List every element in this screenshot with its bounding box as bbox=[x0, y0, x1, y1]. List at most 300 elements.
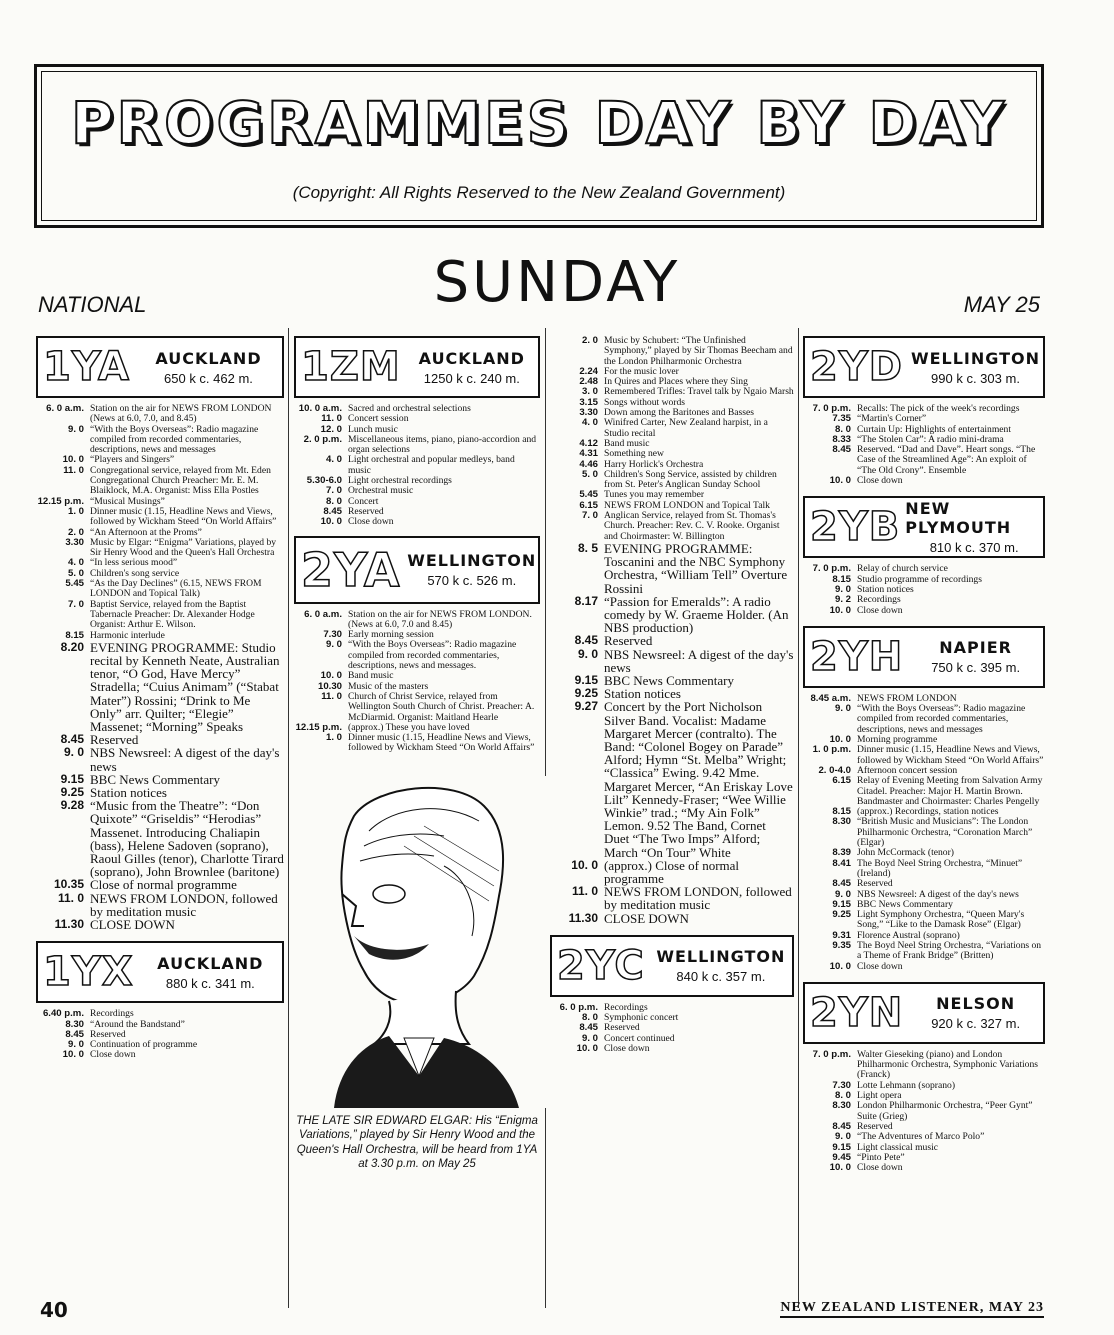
programme-description: (approx.) Close of normal programme bbox=[604, 857, 740, 887]
programme-time: 7. 0 p.m. bbox=[812, 1048, 851, 1060]
station-1yx bbox=[36, 941, 284, 1003]
programme-description: In Quires and Places where they Sing bbox=[604, 376, 748, 388]
programme-description: Morning programme bbox=[857, 734, 938, 746]
station-city: AUCKLAND bbox=[157, 953, 264, 973]
programme-description: Music by Elgar: “Enigma” Variations, played by Sir Henry Wood and the Queen's Hall Orchestra bbox=[90, 536, 277, 559]
programme-time: 10. 0 bbox=[62, 1049, 84, 1061]
programme-description: Close of normal programme bbox=[90, 877, 237, 893]
programme-entry bbox=[803, 745, 1045, 766]
station-city: WELLINGTON bbox=[407, 551, 537, 571]
programme-entry bbox=[36, 892, 284, 918]
programme-description: Afternoon concert session bbox=[857, 764, 958, 776]
programme-description: Recordings bbox=[604, 1001, 648, 1013]
station-frequency: 570 k c. 526 m. bbox=[427, 573, 517, 589]
programme-description: Reserved bbox=[348, 505, 384, 517]
programme-time: 9.28 bbox=[60, 798, 84, 813]
programme-description: Orchestral music bbox=[348, 485, 414, 497]
programme-description: EVENING PROGRAMME: Toscanini and the NBC Symphony Orchestra, “William Tell” Overture Rossini bbox=[604, 540, 788, 596]
programme-time: 8.30 bbox=[832, 816, 851, 828]
programme-description: Florence Austral (soprano) bbox=[857, 929, 960, 941]
programme-time: 7. 0 bbox=[581, 510, 598, 522]
programme-time: 9.27 bbox=[574, 699, 598, 714]
programme-time: 8. 0 bbox=[834, 1090, 851, 1102]
programme-description: Station on the air for NEWS FROM LONDON. (News at 6.0, 7.0 and 8.45) bbox=[348, 608, 532, 630]
programme-description: CLOSE DOWN bbox=[90, 917, 175, 933]
programme-description: Winifred Carter, New Zealand harpist, in a Studio recital bbox=[604, 417, 768, 439]
programme-time: 9. 0 bbox=[581, 1032, 598, 1044]
station-frequency: 920 k c. 327 m. bbox=[931, 1016, 1021, 1032]
programme-time: 1. 0 p.m. bbox=[812, 744, 851, 756]
programme-list bbox=[803, 694, 1045, 972]
programme-time: 5.45 bbox=[579, 489, 598, 501]
programme-entry bbox=[803, 910, 1045, 931]
programme-description: “In less serious mood” bbox=[90, 557, 178, 569]
programme-description: NBS Newsreel: A digest of the day's news bbox=[857, 888, 1019, 900]
programme-list bbox=[803, 404, 1045, 486]
programme-time: 2.24 bbox=[579, 365, 598, 377]
programme-description: Baptist Service, relayed from the Baptist Tabernacle Preacher: Dr. Alexander Hodge Organist: Arthur E. Wilson. bbox=[90, 598, 255, 631]
programme-description: Relay of church service bbox=[857, 563, 948, 575]
programme-time: 10. 0 a.m. bbox=[298, 403, 342, 414]
programme-time: 8.45 bbox=[65, 1028, 84, 1040]
programme-description: Remembered Trifles: Travel talk by Ngaio Marsh bbox=[604, 386, 794, 398]
programme-time: 4. 0 bbox=[325, 454, 342, 466]
programme-entry bbox=[803, 962, 1045, 972]
programme-entry bbox=[36, 878, 284, 891]
programme-entry bbox=[550, 418, 794, 439]
programme-description: The Boyd Neel String Orchestra, “Minuet” (Ireland) bbox=[857, 857, 1023, 879]
programme-time: 11. 0 bbox=[63, 464, 84, 476]
programme-list bbox=[36, 404, 284, 931]
programme-time: 2. 0 bbox=[581, 335, 598, 346]
programme-description: BBC News Commentary bbox=[604, 672, 734, 688]
programme-description: “Martin's Corner” bbox=[857, 413, 927, 425]
station-2yd bbox=[803, 336, 1045, 398]
programme-description: “Around the Bandstand” bbox=[90, 1018, 185, 1030]
programme-time: 9. 0 bbox=[577, 646, 598, 661]
programme-entry bbox=[294, 640, 540, 671]
programme-entry bbox=[36, 507, 284, 528]
programme-time: 11.30 bbox=[54, 917, 84, 932]
copyright-notice: (Copyright: All Rights Reserved to the New Zealand Government) bbox=[292, 183, 786, 202]
programme-time: 9.15 bbox=[832, 1141, 851, 1153]
programme-description: EVENING PROGRAMME: Studio recital by Kenneth Neate, Australian tenor, “O God, Have Mercy” Stradella; “Cuius Animam” (“Stabat Mater”) Rossini; “Drink to Me Only” arr. Quilter; “Elegie” Massenet; “Morning” Speaks bbox=[90, 639, 280, 735]
programme-time: 10.30 bbox=[317, 680, 342, 692]
programme-time: 8.39 bbox=[832, 847, 851, 859]
programme-list bbox=[803, 564, 1045, 615]
programme-description: Music by Schubert: “The Unfinished Symphony,” played by Sir Thomas Beecham and the London Philharmonic Orchestra bbox=[604, 335, 793, 367]
programme-time: 10. 0 bbox=[829, 475, 851, 487]
programme-list bbox=[36, 1009, 284, 1060]
portrait-caption: THE LATE SIR EDWARD ELGAR: His “Enigma Variations,” played by Sir Henry Wood and the Queen's Hall Orchestra, will be heard from 1YA at 3.30 p.m. on May 25 bbox=[296, 1114, 538, 1171]
programme-time: 10.35 bbox=[53, 877, 84, 892]
programme-description: Concert continued bbox=[604, 1032, 675, 1044]
programme-entry bbox=[36, 538, 284, 559]
programme-entry bbox=[803, 1163, 1045, 1173]
programme-time: 7. 0 p.m. bbox=[812, 563, 851, 575]
programme-time: 9. 0 bbox=[67, 423, 84, 435]
programme-time: 8. 0 bbox=[834, 423, 851, 435]
programme-description: Reserved bbox=[857, 878, 893, 890]
programme-entry bbox=[36, 746, 284, 772]
programme-time: 11. 0 bbox=[321, 413, 342, 425]
programme-time: 2. 0 p.m. bbox=[303, 433, 342, 445]
programme-time: 6. 0 p.m. bbox=[559, 1001, 598, 1013]
station-2yb bbox=[803, 496, 1045, 558]
programme-list bbox=[803, 1050, 1045, 1174]
programme-description: CLOSE DOWN bbox=[604, 910, 689, 926]
programme-time: 8.41 bbox=[832, 857, 851, 869]
programme-time: 8.15 bbox=[65, 629, 84, 641]
programme-entry bbox=[803, 704, 1045, 735]
programme-entry bbox=[803, 476, 1045, 486]
programme-entry bbox=[550, 859, 794, 885]
programme-time: 9. 0 bbox=[834, 703, 851, 715]
programme-time: 7. 0 p.m. bbox=[812, 403, 851, 414]
programme-time: 7.30 bbox=[832, 1079, 851, 1091]
programme-description: Recalls: The pick of the week's recordings bbox=[857, 403, 1020, 414]
programme-description: Recordings bbox=[90, 1008, 134, 1020]
column-4 bbox=[803, 336, 1045, 1173]
programme-time: 9.15 bbox=[574, 672, 598, 687]
programme-entry bbox=[294, 517, 540, 527]
programme-description: Band music bbox=[348, 670, 394, 682]
programme-description: “As the Day Declines” (6.15, NEWS FROM LONDON and Topical Talk) bbox=[90, 578, 262, 600]
programme-entry bbox=[294, 692, 540, 723]
programme-description: “With the Boys Overseas”: Radio magazine compiled from recorded commentaries, descriptions, news and messages bbox=[857, 703, 1026, 735]
station-code: 2YA bbox=[301, 542, 401, 597]
programme-description: “Music from the Theatre”: “Don Quixote” “Griseldis” “Herodias” Massenet. Introducing Chaliapin (bass), Helene Sadoven (soprano), Raoul Gilles (tenor), Charlotte Tirard (soprano), John Brownlee (baritone) bbox=[90, 798, 284, 880]
programme-description: Down among the Baritones and Basses bbox=[604, 407, 755, 419]
programme-time: 3. 0 bbox=[581, 386, 598, 398]
programme-entry bbox=[803, 776, 1045, 807]
programme-time: 10. 0 bbox=[576, 1043, 598, 1055]
programme-entry bbox=[803, 1050, 1045, 1081]
programme-time: 9. 0 bbox=[834, 888, 851, 900]
programme-time: 10. 0 bbox=[320, 670, 342, 682]
programme-entry bbox=[550, 912, 794, 925]
programme-time: 8.33 bbox=[832, 433, 851, 445]
programme-entry bbox=[550, 1044, 794, 1054]
programme-time: 6.15 bbox=[832, 775, 851, 787]
programme-description: “With the Boys Overseas”: Radio magazine compiled from recorded commentaries, descriptions, news and messages. bbox=[348, 639, 517, 672]
programme-description: Children's song service bbox=[90, 567, 180, 579]
programme-time: 9.15 bbox=[60, 771, 84, 786]
programme-time: 9.31 bbox=[832, 929, 851, 941]
programme-entry bbox=[36, 404, 284, 425]
programme-entry bbox=[803, 879, 1045, 889]
day-heading: SUNDAY bbox=[433, 250, 681, 315]
programme-time: 3.15 bbox=[579, 396, 598, 408]
programme-time: 9. 2 bbox=[834, 594, 851, 606]
station-code: 1YX bbox=[43, 949, 134, 996]
programme-description: Close down bbox=[857, 1162, 903, 1174]
programme-time: 5. 0 bbox=[67, 567, 84, 579]
programme-description: Tunes you may remember bbox=[604, 489, 705, 501]
programme-description: Concert session bbox=[348, 413, 409, 425]
station-2yc bbox=[550, 935, 794, 997]
programme-description: Harmonic interlude bbox=[90, 629, 165, 641]
programme-time: 11. 0 bbox=[57, 890, 84, 905]
programme-time: 8.45 bbox=[574, 633, 598, 648]
elgar-portrait-drawing bbox=[294, 776, 549, 1108]
programme-list bbox=[550, 1003, 794, 1054]
programme-description: NEWS FROM LONDON bbox=[857, 692, 957, 704]
programme-time: 8.30 bbox=[832, 1100, 851, 1112]
programme-time: 9.25 bbox=[574, 686, 598, 701]
programme-time: 8.30 bbox=[65, 1018, 84, 1030]
programme-time: 4. 0 bbox=[67, 557, 84, 569]
programme-time: 4.46 bbox=[579, 458, 598, 470]
programme-list bbox=[294, 610, 540, 754]
programme-entry bbox=[803, 941, 1045, 962]
programme-time: 4.12 bbox=[579, 437, 598, 449]
programme-time: 8.15 bbox=[832, 573, 851, 585]
programme-description: Close down bbox=[857, 604, 903, 616]
programme-time: 8.17 bbox=[574, 593, 598, 608]
programme-entry bbox=[294, 435, 540, 456]
programme-description: Music of the masters bbox=[348, 680, 429, 692]
programme-entry bbox=[36, 600, 284, 631]
programme-entry bbox=[550, 511, 794, 542]
programme-time: 9.15 bbox=[832, 898, 851, 910]
programme-description: Close down bbox=[604, 1043, 650, 1055]
programme-description: NBS Newsreel: A digest of the day's news bbox=[90, 745, 280, 774]
column-1 bbox=[36, 336, 284, 1061]
station-2yn bbox=[803, 982, 1045, 1044]
programme-description: Reserved bbox=[857, 1120, 893, 1132]
programme-description: “Musical Musings” bbox=[90, 495, 165, 507]
programme-time: 8. 0 bbox=[581, 1012, 598, 1024]
programme-time: 9. 0 bbox=[325, 639, 342, 651]
programme-time: 1. 0 bbox=[67, 505, 84, 517]
programme-entry bbox=[550, 542, 794, 595]
programme-description: The Boyd Neel String Orchestra, “Variations on a Theme of Frank Bridge” (Britten) bbox=[857, 939, 1042, 962]
programme-time: 8. 5 bbox=[577, 540, 598, 555]
station-code: 2YH bbox=[810, 633, 904, 680]
station-1ya bbox=[36, 336, 284, 398]
programme-time: 6.15 bbox=[579, 499, 598, 511]
programme-entry bbox=[550, 648, 794, 674]
programme-time: 10. 0 bbox=[829, 1162, 851, 1174]
station-frequency: 650 k c. 462 m. bbox=[164, 370, 253, 386]
programme-time: 12. 0 bbox=[320, 423, 342, 435]
programme-list bbox=[294, 404, 540, 528]
programme-description: Miscellaneous items, piano, piano-accordion and organ selections bbox=[348, 433, 537, 456]
programme-description: Early morning session bbox=[348, 629, 434, 641]
station-frequency: 880 k c. 341 m. bbox=[165, 975, 255, 991]
network-label: NATIONAL bbox=[38, 292, 147, 317]
programme-description: Dinner music (1.15, Headline News and Views, followed by Wickham Steed “On World Affairs” bbox=[857, 744, 1044, 766]
programme-description: Reserved bbox=[90, 732, 139, 748]
programme-description: John McCormack (tenor) bbox=[857, 847, 954, 859]
programme-time: 4. 0 bbox=[581, 417, 598, 429]
programme-description: Reserved bbox=[90, 1028, 126, 1040]
programme-description: Walter Gieseking (piano) and London Philharmonic Orchestra, Symphonic Variations (Franck) bbox=[857, 1048, 1039, 1081]
programme-time: 7.35 bbox=[832, 413, 851, 425]
station-code: 1YA bbox=[43, 344, 130, 390]
programme-time: 1. 0 bbox=[325, 732, 342, 744]
column-2 bbox=[294, 336, 540, 1172]
station-code: 2YD bbox=[810, 344, 903, 390]
programme-time: 8.45 bbox=[832, 444, 851, 456]
programme-time: 3.30 bbox=[65, 536, 84, 548]
programme-description: Concert by the Port Nicholson Silver Band. Vocalist: Madame Margaret Mercer (contralto). The Band: “Colonel Bogey on Parade” Alford; Hymn “St. Melba” Wright; “Classica” Ewing. 9.42 Mme. Margaret Mercer, “An Eriskay Love Lilt” Kennedy-Fraser; “Wee Willie Winkie” trad.; “My Ain Folk” Lemon. 9.52 The Band, Cornet Duet “The Two Imps” Alford; March “On Tour” White bbox=[604, 699, 793, 860]
programme-entry bbox=[803, 445, 1045, 476]
programme-description: Concert bbox=[348, 495, 379, 507]
programme-entry bbox=[550, 336, 794, 367]
programme-time: 10. 0 bbox=[571, 857, 598, 872]
programme-entry bbox=[36, 425, 284, 456]
programme-description: Studio programme of recordings bbox=[857, 573, 982, 585]
programme-entry bbox=[36, 466, 284, 497]
programme-time: 11. 0 bbox=[321, 690, 342, 702]
programme-description: “An Afternoon at the Proms” bbox=[90, 526, 202, 538]
programme-description: Reserved bbox=[604, 1022, 640, 1034]
programme-entry bbox=[550, 700, 794, 858]
programme-time: 9. 0 bbox=[834, 1131, 851, 1143]
programme-description: NEWS FROM LONDON and Topical Talk bbox=[604, 499, 770, 511]
page-number: 40 bbox=[40, 1298, 68, 1322]
programme-entry bbox=[803, 606, 1045, 616]
footer-masthead: NEW ZEALAND LISTENER, MAY 23 bbox=[780, 1300, 1044, 1318]
programme-entry bbox=[550, 470, 794, 491]
programme-description: Something new bbox=[604, 448, 664, 460]
programme-entry bbox=[803, 1101, 1045, 1122]
date-label: MAY 25 bbox=[963, 292, 1040, 317]
programme-entry bbox=[803, 1132, 1045, 1142]
station-code: 1ZM bbox=[301, 344, 401, 390]
programme-description: Band music bbox=[604, 437, 650, 449]
station-code: 2YN bbox=[810, 989, 904, 1036]
programme-description: Close down bbox=[90, 1049, 136, 1061]
programme-time: 9.25 bbox=[60, 785, 84, 800]
programme-time: 9. 0 bbox=[63, 745, 84, 760]
banner-title: PROGRAMMES DAY BY DAY bbox=[70, 89, 1008, 157]
station-city: WELLINGTON bbox=[910, 348, 1041, 368]
programme-description: Dinner music (1.15, Headline News and Views, followed by Wickham Steed “On World Affairs” bbox=[348, 732, 535, 754]
programme-description: NEWS FROM LONDON, followed by meditation music bbox=[604, 884, 792, 913]
programme-time: 9. 0 bbox=[834, 583, 851, 595]
programme-time: 8.45 bbox=[60, 732, 84, 747]
programme-time: 4.31 bbox=[579, 448, 598, 460]
programme-description: Relay of Evening Meeting from Salvation Army Citadel. Preacher: Major H. Martin Brown. Bandmaster and Choirmaster: Charles Pengelly bbox=[857, 775, 1043, 807]
programme-description: Sacred and orchestral selections bbox=[348, 403, 471, 414]
programme-description: NEWS FROM LONDON, followed by meditation music bbox=[90, 890, 278, 919]
programme-description: BBC News Commentary bbox=[857, 898, 953, 910]
programme-time: 2. 0 bbox=[67, 526, 84, 538]
programme-time: 8.15 bbox=[832, 806, 851, 818]
programme-time: 6. 0 a.m. bbox=[46, 403, 84, 414]
programme-list bbox=[550, 336, 794, 925]
programme-entry bbox=[294, 733, 540, 754]
programme-entry bbox=[550, 634, 794, 647]
programme-time: 9.25 bbox=[832, 909, 851, 921]
programme-description: BBC News Commentary bbox=[90, 771, 220, 787]
programme-description: Light orchestral and popular medleys, band music bbox=[348, 454, 515, 476]
programme-description: London Philharmonic Orchestra, “Peer Gynt” Suite (Grieg) bbox=[857, 1100, 1033, 1122]
programme-description: Close down bbox=[857, 475, 903, 487]
programme-time: 10. 0 bbox=[62, 454, 84, 466]
programme-description: Dinner music (1.15, Headline News and Views, followed by Wickham Steed “On World Affairs” bbox=[90, 505, 277, 528]
programme-time: 12.15 p.m. bbox=[295, 721, 342, 733]
programme-description: “Pinto Pete” bbox=[857, 1151, 905, 1163]
programme-description: Recordings bbox=[857, 594, 901, 606]
programme-description: “With the Boys Overseas”: Radio magazine compiled from recorded commentaries, descriptions, news and messages bbox=[90, 423, 259, 456]
programme-time: 5. 0 bbox=[581, 468, 598, 480]
programme-time: 10. 0 bbox=[320, 516, 342, 528]
programme-description: Station notices bbox=[857, 583, 914, 595]
programme-time: 10. 0 bbox=[829, 604, 851, 616]
programme-description: NBS Newsreel: A digest of the day's news bbox=[604, 646, 794, 675]
station-city: NAPIER bbox=[939, 638, 1012, 658]
programme-time: 7.30 bbox=[323, 629, 342, 641]
programme-description: (approx.) Recordings, station notices bbox=[857, 806, 999, 818]
programme-description: (approx.) These you have loved bbox=[348, 721, 470, 733]
station-code: 2YC bbox=[557, 942, 645, 989]
programme-entry bbox=[36, 1050, 284, 1060]
programme-description: Light orchestral recordings bbox=[348, 475, 452, 487]
programme-time: 8.45 bbox=[832, 878, 851, 890]
programme-time: 3.30 bbox=[579, 407, 598, 419]
programme-description: Light classical music bbox=[857, 1141, 938, 1153]
station-city: AUCKLAND bbox=[418, 348, 525, 368]
programme-time: 5.45 bbox=[65, 578, 84, 590]
programme-entry bbox=[803, 859, 1045, 880]
programme-description: Close down bbox=[348, 516, 394, 528]
programme-time: 10. 0 bbox=[829, 960, 851, 972]
programme-time: 5.30-6.0 bbox=[306, 475, 342, 487]
station-city: WELLINGTON bbox=[656, 947, 786, 967]
programme-entry bbox=[803, 817, 1045, 848]
column-rule bbox=[288, 328, 289, 1308]
programme-description: Light opera bbox=[857, 1090, 902, 1102]
programme-entry bbox=[36, 579, 284, 600]
programme-description: “The Adventures of Marco Polo” bbox=[857, 1131, 985, 1143]
programme-description: Lunch music bbox=[348, 423, 398, 435]
programme-entry bbox=[550, 885, 794, 911]
programme-time: 2. 0-4.0 bbox=[818, 764, 851, 776]
station-frequency: 810 k c. 370 m. bbox=[929, 540, 1019, 556]
programme-description: “Passion for Emeralds”: A radio comedy by W. Graeme Holder. (An NBS production) bbox=[604, 593, 789, 636]
programme-description: “Players and Singers” bbox=[90, 454, 175, 466]
programme-time: 6. 0 a.m. bbox=[304, 608, 342, 620]
programme-time: 7. 0 bbox=[325, 485, 342, 497]
programme-time: 8.45 bbox=[579, 1022, 598, 1034]
programme-description: Reserved bbox=[604, 633, 653, 649]
programme-entry bbox=[36, 918, 284, 931]
station-frequency: 990 k c. 303 m. bbox=[931, 370, 1020, 386]
programme-time: 8. 0 bbox=[325, 495, 342, 507]
page-banner bbox=[34, 64, 1044, 228]
programme-time: 9.35 bbox=[832, 939, 851, 951]
programme-time: 11. 0 bbox=[571, 884, 598, 899]
programme-description: Children's Song Service, assisted by children from St. Peter's Anglican Sunday School bbox=[604, 468, 777, 491]
programme-description: “British Music and Musicians”: The London Philharmonic Orchestra, “Coronation March” (Elgar) bbox=[857, 816, 1033, 849]
programme-time: 2.48 bbox=[579, 376, 598, 388]
programme-description: Station notices bbox=[90, 785, 167, 801]
programme-time: 11.30 bbox=[568, 910, 598, 925]
programme-time: 8.45 bbox=[323, 505, 342, 517]
column-rule bbox=[798, 328, 799, 1308]
station-city: NEW PLYMOUTH bbox=[905, 499, 1012, 538]
programme-entry bbox=[294, 455, 540, 476]
programme-time: 12.15 p.m. bbox=[37, 495, 84, 507]
programme-description: Curtain Up: Highlights of entertainment bbox=[857, 423, 1012, 435]
programme-description: Reserved. “Dad and Dave”. Heart songs. “The Case of the Streamlined Age”: An exploit of “The Old Crony”. Ensemble bbox=[857, 444, 1036, 476]
programme-description: Congregational service, relayed from Mt. Eden Congregational Church Preacher: Mr. E. M. Blaiklock, M.A. Organist: Miss Ella Postles bbox=[90, 464, 271, 497]
programme-description: “The Stolen Car”: A radio mini-drama bbox=[857, 433, 1004, 445]
